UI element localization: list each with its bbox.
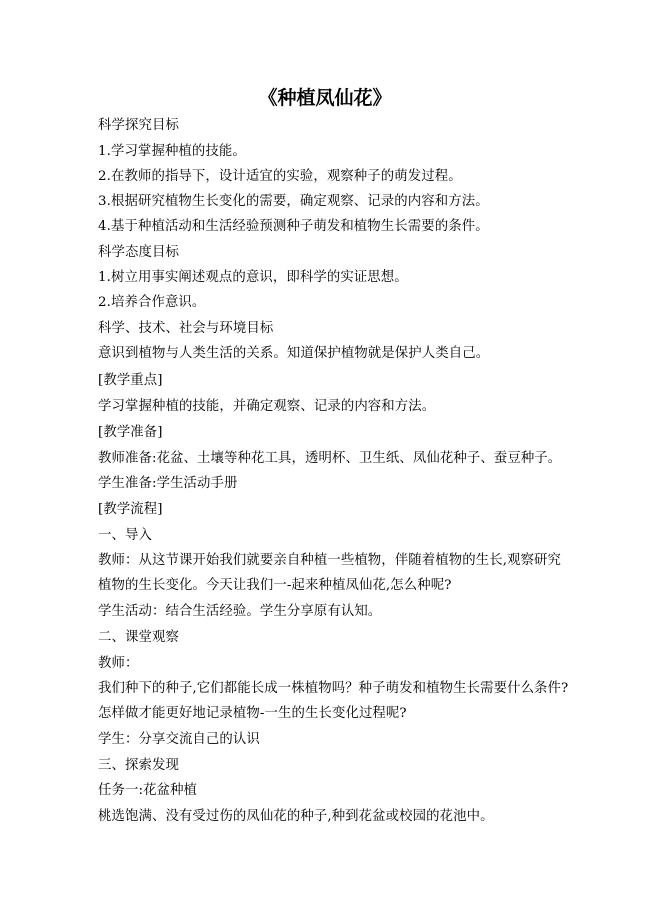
text-line: 怎样做才能更好地记录植物-一生的生长变化过程呢? bbox=[98, 706, 407, 721]
text-line: 植物的生长变化。今天让我们一-起来种植凤仙花,怎么种呢? bbox=[98, 578, 452, 593]
text-line: 学生活动：结合生活经验。学生分享原有认知。 bbox=[98, 604, 382, 619]
section-heading-exploration: 三、探索发现 bbox=[98, 758, 179, 773]
section-heading-observation: 二、课堂观察 bbox=[98, 630, 179, 645]
section-heading-process: [教学流程] bbox=[98, 502, 163, 517]
section-heading-introduction: 一、导入 bbox=[98, 528, 152, 543]
section-heading-science-attitude: 科学态度目标 bbox=[98, 245, 179, 260]
text-line: 4.基于种植活动和生活经验预测种子萌发和植物生长需要的条件。 bbox=[98, 219, 489, 234]
text-line: 1.学习掌握种植的技能。 bbox=[98, 144, 246, 159]
text-line: 教师准备:花盆、土壤等种花工具，透明杯、卫生纸、凤仙花种子、蚕豆种子。 bbox=[98, 451, 562, 466]
section-heading-key-point: [教学重点] bbox=[98, 373, 163, 388]
text-line: 2.在教师的指导下，设计适宜的实验，观察种子的萌发过程。 bbox=[98, 169, 462, 184]
text-line: 学习掌握种植的技能，并确定观察、记录的内容和方法。 bbox=[98, 399, 436, 414]
document-title: 《种植凤仙花》 bbox=[258, 87, 392, 109]
text-line: 学生：分享交流自己的认识 bbox=[98, 732, 260, 747]
text-line: 2.培养合作意识。 bbox=[98, 295, 206, 310]
text-line: 教师： bbox=[98, 656, 139, 671]
text-line: 任务一:花盆种植 bbox=[98, 783, 198, 798]
text-line: 桃选饱满、没有受过伤的凤仙花的种子,种到花盆或校园的花池中。 bbox=[98, 809, 494, 824]
text-line: 3.根据研究植物生长变化的需要，确定观察、记录的内容和方法。 bbox=[98, 194, 489, 209]
text-line: 学生准备:学生活动手册 bbox=[98, 476, 238, 491]
section-heading-science-inquiry: 科学探究目标 bbox=[98, 118, 179, 133]
section-heading-preparation: [教学准备] bbox=[98, 425, 163, 440]
text-line: 教师：从这节课开始我们就要亲自种植一些植物，伴随着植物的生长,观察研究 bbox=[98, 553, 562, 568]
text-line: 1.树立用事实阐述观点的意识，即科学的实证思想。 bbox=[98, 270, 408, 285]
text-line: 我们种下的种子,它们都能长成一株植物吗？种子萌发和植物生长需要什么条件? bbox=[98, 681, 569, 696]
text-line: 意识到植物与人类生活的关系。知道保护植物就是保护人类自己。 bbox=[98, 346, 490, 361]
section-heading-stse: 科学、技术、社会与环境目标 bbox=[98, 321, 274, 336]
